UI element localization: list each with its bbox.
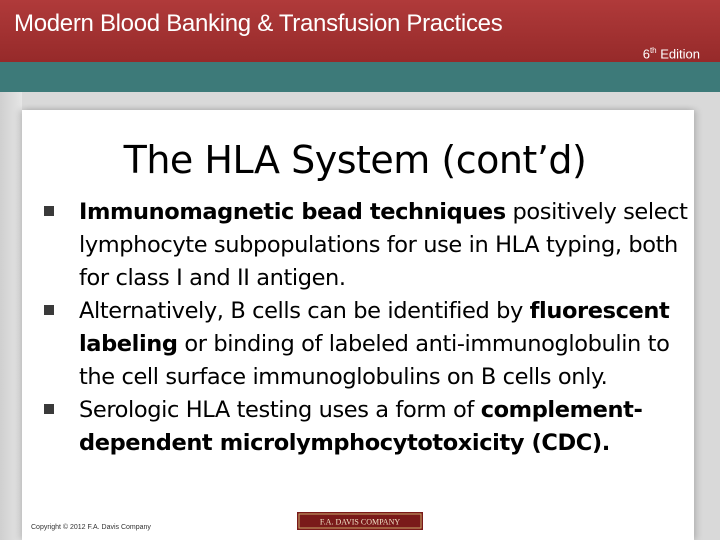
bullet-text: or binding of labeled anti-immunoglobulin to the cell surface immunoglobulins on B cells only. (79, 331, 670, 390)
edition-text: Edition (656, 46, 700, 62)
list-item (44, 196, 689, 295)
edition-label (643, 46, 700, 61)
logo-text: F.A. DAVIS COMPANY (319, 517, 401, 527)
header-band (0, 62, 720, 92)
bullet-pre-text: Serologic HLA testing uses a form of (79, 397, 481, 423)
fa-davis-logo (297, 508, 423, 534)
square-bullet-icon (44, 206, 54, 216)
bullet-list (44, 196, 689, 460)
edition-number: 6 (642, 46, 650, 62)
slide-title-text: The HLA System (cont’d) (123, 138, 587, 182)
square-bullet-icon (44, 305, 54, 315)
copyright-notice: Copyright © 2012 F.A. Davis Company (31, 524, 151, 531)
bullet-bold-text: Immunomagnetic bead techniques (79, 199, 506, 225)
bullet-bold-text: fluorescent labeling (79, 298, 670, 357)
square-bullet-icon (44, 404, 54, 414)
book-title: Modern Blood Banking & Transfusion Practices (14, 10, 503, 37)
list-item (44, 394, 689, 460)
bullet-bold-text: complement-dependent microlymphocytotoxicity (CDC). (79, 397, 643, 456)
edition-suffix: th (649, 46, 657, 55)
bullet-text: positively select lymphocyte subpopulations for use in HLA typing, both for class I and II antigen. (79, 199, 688, 291)
bullet-pre-text: Alternatively, B cells can be identified by (79, 298, 530, 324)
list-item (44, 295, 689, 394)
slide-title (0, 138, 720, 182)
header-bar (0, 0, 720, 62)
